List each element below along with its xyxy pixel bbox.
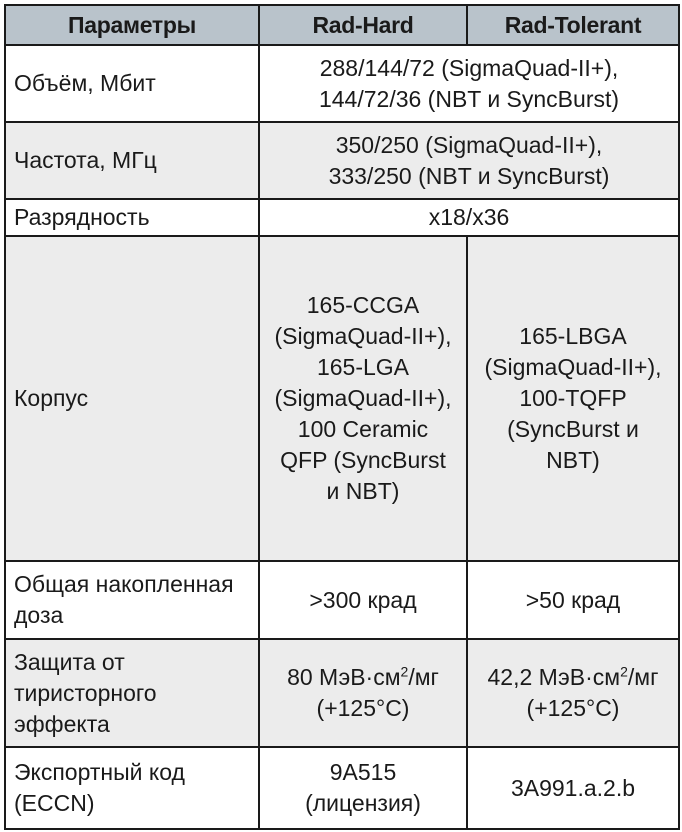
row-latchup [5,639,679,747]
latchup-rad-hard-temp: (+125°C) [316,695,410,721]
value-dose-rad-tolerant: >50 крад [467,561,679,639]
value-latchup-rad-hard [259,639,467,747]
value-package-rad-hard: 165-CCGA (SigmaQuad-II+), 165-LGA (SigmaQuad-II+), 100 Ceramic QFP (SyncBurst и NBT) [259,236,467,561]
param-width: Разрядность [5,199,259,236]
value-package-rad-tolerant: 165-LBGA (SigmaQuad-II+), 100-TQFP (SyncBurst и NBT) [467,236,679,561]
param-export: Экспортный код (ECCN) [5,747,259,829]
param-package: Корпус [5,236,259,561]
value-export-rad-tolerant: 3A991.a.2.b [467,747,679,829]
param-latchup: Защита от тиристорного эффекта [5,639,259,747]
row-volume [5,45,679,122]
header-rad-hard: Rad-Hard [259,5,467,45]
header-row [5,5,679,45]
row-width [5,199,679,236]
value-frequency: 350/250 (SigmaQuad-II+), 333/250 (NBT и SyncBurst) [259,122,679,199]
header-param: Параметры [5,5,259,45]
spec-table [4,4,680,830]
latchup-rad-tolerant-value: 42,2 $МэВ\cdot см^2/мг$ [487,663,659,690]
value-dose-rad-hard: >300 крад [259,561,467,639]
row-package [5,236,679,561]
latchup-rad-hard-value: 80 $МэВ\cdot см^2/мг$ [287,663,439,690]
value-export-rad-hard: 9A515 (лицензия) [259,747,467,829]
value-volume: 288/144/72 (SigmaQuad-II+), 144/72/36 (NBT и SyncBurst) [259,45,679,122]
value-width: x18/x36 [259,199,679,236]
header-rad-tolerant: Rad-Tolerant [467,5,679,45]
row-dose [5,561,679,639]
latchup-rad-tolerant-temp: (+125°C) [526,695,620,721]
param-dose: Общая накопленная доза [5,561,259,639]
row-export [5,747,679,829]
value-latchup-rad-tolerant [467,639,679,747]
param-frequency: Частота, МГц [5,122,259,199]
param-volume: Объём, Мбит [5,45,259,122]
row-frequency [5,122,679,199]
